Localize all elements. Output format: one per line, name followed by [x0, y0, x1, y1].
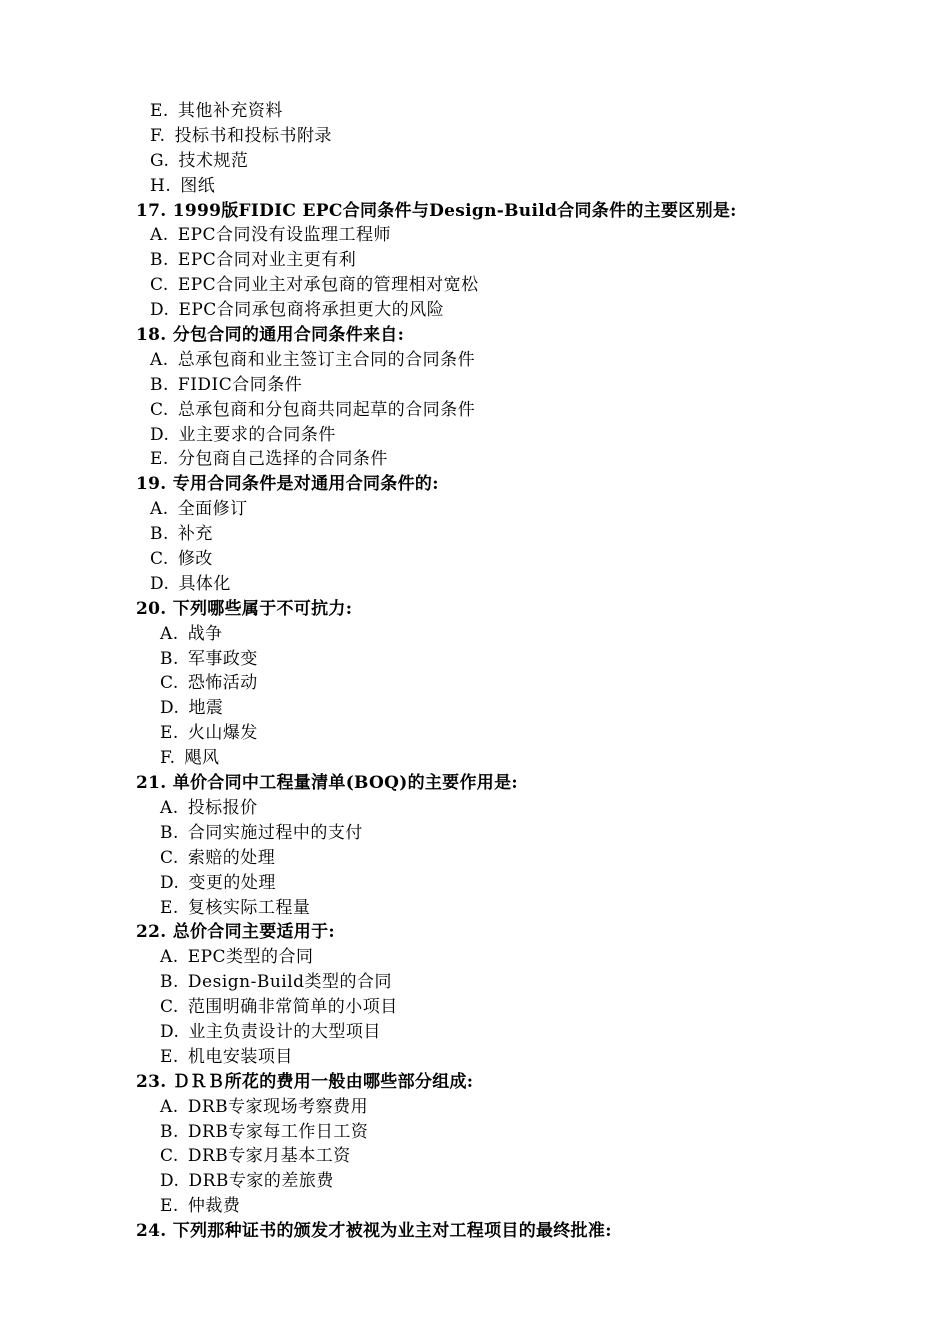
option-label: E.	[150, 101, 169, 121]
option-label: C.	[160, 1146, 179, 1167]
option-label: F.	[150, 125, 166, 146]
option-label: E.	[160, 723, 179, 744]
option-label: C.	[150, 399, 169, 420]
option-text: 投标报价	[187, 797, 258, 818]
option-text: 飓风	[184, 748, 220, 769]
option-item	[0, 1045, 950, 1070]
option-item	[0, 124, 950, 149]
option-label: A.	[150, 225, 169, 246]
option-item	[0, 746, 950, 771]
document-page	[0, 99, 950, 1244]
question-title: 17. 1999版FIDIC EPC合同条件与Design-Build合同条件的主要区别是:	[136, 200, 737, 221]
option-text: 索赔的处理	[187, 847, 276, 868]
option-label: A.	[160, 797, 179, 818]
option-label: B.	[160, 648, 179, 669]
option-text: 军事政变	[187, 648, 258, 669]
option-text: Design-Build类型的合同	[187, 972, 393, 993]
option-text: 合同实施过程中的支付	[187, 822, 363, 843]
option-text: 业主负责设计的大型项目	[188, 1021, 381, 1042]
option-text: 技术规范	[178, 150, 249, 171]
option-label: B.	[160, 1121, 179, 1142]
option-text: 图纸	[180, 175, 216, 196]
option-item	[0, 1144, 950, 1169]
option-item	[0, 373, 950, 398]
option-item	[0, 1095, 950, 1120]
option-text: 投标书和投标书附录	[174, 125, 333, 146]
option-item	[0, 447, 950, 472]
question-title: 19. 专用合同条件是对通用合同条件的:	[136, 474, 439, 495]
option-label: E.	[150, 449, 169, 470]
option-text: DRB专家每工作日工资	[187, 1121, 369, 1142]
option-item	[0, 945, 950, 970]
option-item	[0, 846, 950, 871]
option-text: 地震	[188, 698, 224, 719]
option-text: 业主要求的合同条件	[178, 424, 336, 445]
option-item	[0, 273, 950, 298]
option-item	[0, 1020, 950, 1045]
option-item	[0, 1194, 950, 1219]
option-label: C.	[150, 549, 169, 570]
option-label: A.	[160, 947, 179, 968]
question-title: 23. ＤＲＢ所花的费用一般由哪些部分组成:	[136, 1071, 474, 1092]
option-label: A.	[150, 349, 169, 370]
option-label: B.	[150, 524, 169, 545]
option-item	[0, 721, 950, 746]
option-item	[0, 248, 950, 273]
option-label: B.	[160, 822, 179, 843]
question-title: 22. 总价合同主要适用于:	[136, 922, 335, 943]
option-label: E.	[160, 897, 179, 918]
option-label: F.	[160, 748, 176, 769]
option-label: B.	[160, 972, 179, 993]
option-item	[0, 298, 950, 323]
option-label: B.	[150, 374, 169, 395]
option-label: E.	[160, 1046, 179, 1067]
option-label: A.	[160, 1096, 179, 1117]
option-item	[0, 99, 950, 124]
option-item	[0, 348, 950, 373]
option-item	[0, 497, 950, 522]
option-label: C.	[150, 275, 169, 296]
option-item	[0, 821, 950, 846]
question-title: 24. 下列那种证书的颁发才被视为业主对工程项目的最终批准:	[136, 1221, 612, 1242]
option-label: G.	[150, 150, 170, 171]
option-label: C.	[160, 673, 179, 694]
option-label: C.	[160, 847, 179, 868]
option-text: 火山爆发	[187, 723, 258, 744]
option-item	[0, 572, 950, 597]
option-item	[0, 398, 950, 423]
option-text: DRB专家现场考察费用	[187, 1096, 369, 1117]
option-text: 机电安装项目	[187, 1046, 293, 1067]
option-text: DRB专家月基本工资	[187, 1146, 351, 1167]
option-text: 战争	[187, 623, 223, 644]
option-item	[0, 896, 950, 921]
option-item	[0, 671, 950, 696]
option-text: 修改	[177, 549, 213, 570]
option-text: EPC合同承包商将承担更大的风险	[178, 300, 445, 321]
option-text: EPC合同业主对承包商的管理相对宽松	[177, 275, 479, 296]
question-title: 21. 单价合同中工程量清单(BOQ)的主要作用是:	[136, 773, 518, 794]
option-label: E.	[160, 1196, 179, 1217]
option-item	[0, 1169, 950, 1194]
option-label: A.	[150, 499, 169, 520]
option-label: D.	[150, 300, 170, 321]
option-item	[0, 149, 950, 174]
option-label: D.	[160, 872, 180, 893]
option-label: D.	[150, 573, 170, 594]
option-text: EPC合同对业主更有利	[177, 250, 357, 271]
option-label: A.	[160, 623, 179, 644]
option-label: H.	[150, 175, 172, 196]
option-text: 具体化	[178, 573, 231, 594]
option-text: 全面修订	[177, 499, 248, 520]
option-label: B.	[150, 250, 169, 271]
option-item	[0, 647, 950, 672]
option-text: DRB专家的差旅费	[188, 1171, 334, 1192]
option-text: 仲裁费	[187, 1196, 241, 1217]
option-label: D.	[160, 1171, 180, 1192]
question-title: 18. 分包合同的通用合同条件来自:	[136, 325, 405, 346]
option-text: 总承包商和分包商共同起草的合同条件	[177, 399, 476, 420]
option-text: 总承包商和业主签订主合同的合同条件	[177, 349, 476, 370]
option-label: D.	[150, 424, 170, 445]
option-item	[0, 522, 950, 547]
question-title: 20. 下列哪些属于不可抗力:	[136, 598, 353, 619]
option-item	[0, 995, 950, 1020]
option-item	[0, 223, 950, 248]
option-item	[0, 423, 950, 448]
option-text: 其他补充资料	[177, 101, 283, 121]
option-text: 补充	[177, 524, 213, 545]
question-list	[0, 199, 950, 1244]
option-text: EPC类型的合同	[187, 947, 314, 968]
option-item	[0, 1120, 950, 1145]
option-text: 复核实际工程量	[187, 897, 311, 918]
option-text: 范围明确非常简单的小项目	[187, 997, 398, 1018]
option-label: D.	[160, 1021, 180, 1042]
option-text: FIDIC合同条件	[177, 374, 303, 395]
option-item	[0, 871, 950, 896]
option-item	[0, 174, 950, 199]
option-text: 恐怖活动	[187, 673, 258, 694]
option-text: 分包商自己选择的合同条件	[177, 449, 388, 470]
option-label: D.	[160, 698, 180, 719]
option-item	[0, 696, 950, 721]
option-item	[0, 796, 950, 821]
option-text: 变更的处理	[188, 872, 276, 893]
option-text: EPC合同没有设监理工程师	[177, 225, 392, 246]
option-label: C.	[160, 997, 179, 1018]
option-item	[0, 622, 950, 647]
option-item	[0, 547, 950, 572]
option-item	[0, 970, 950, 995]
